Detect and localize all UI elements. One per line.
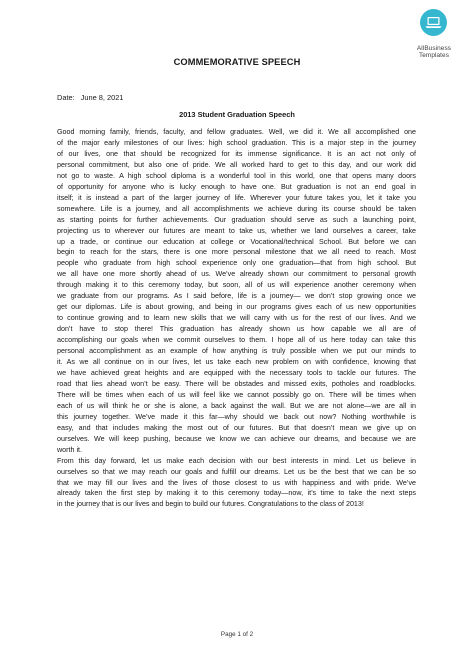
date-line [57, 93, 123, 102]
body-line: personal commitment, but also one of pride. We all worked hard to get to this day, and our work did [57, 160, 416, 169]
body-line: already taken the first step by making it to this ceremony today—now, it’s time to take the next steps [57, 489, 416, 498]
body-line: somewhere. Life is a journey, and all accomplishments we achieve during its course should be taken [57, 204, 416, 213]
body-line: through making it to this ceremony today, but soon, all of us will experience another ceremony when [57, 281, 416, 290]
body-line: projecting us to wherever our futures are meant to take us, whether we land ourselves a career, take [57, 226, 416, 235]
body-line: that we may fill our lives and the lives of those closest to us with happiness and with pride. We’ve [57, 478, 416, 487]
body-line: of opportunity for anyone who is lucky enough to have one. But graduation is not an end goal in [57, 182, 416, 191]
body-line: of our lives, one that should be recognized for its immense significance. It is an act not only of [57, 149, 416, 158]
body-line: ourselves so that we may reach our goals and fulfill our dreams. Let us be the best that we can be so [57, 467, 416, 476]
body-line: From this day forward, let us make each decision with our best interests in mind. Let us believe in [57, 456, 416, 465]
speech-subtitle: 2013 Student Graduation Speech [179, 110, 295, 119]
body-line: itself; it is instead a part of the larger journey of life. Wherever your future takes you, let it take you [57, 193, 416, 202]
body-line: it. As we all continue on in our lives, let us take each new problem on with confidence, knowing that [57, 358, 416, 367]
logo-text-line-1: AllBusiness [416, 45, 452, 52]
logo-text-line-2: Templates [418, 52, 450, 59]
body-line: ourselves. We will keep pushing, because we know we can achieve our dreams, and because we are [57, 434, 416, 443]
body-line: easy, and that includes making the most out of our futures. But that doesn’t mean we give up on [57, 423, 416, 432]
body-line: Good morning family, friends, faculty, and fellow graduates. Well, we did it. We all accomplished one [57, 128, 416, 136]
body-line: get our diplomas. Life is about growing, and being in our programs gives each of us new opportunities [57, 303, 416, 312]
laptop-icon [420, 9, 447, 36]
document-title: COMMEMORATIVE SPEECH [173, 57, 301, 67]
body-line: begin to reach for the stars, there is one more personal milestone that we all need to reach. Most [57, 248, 416, 257]
body-line: personal accomplishment as an example of how anything is truly possible when we put our minds to [57, 347, 416, 356]
body-line: people who graduate from high school experience only one graduation—that from high school. But [57, 259, 416, 268]
body-line: we graduate from our programs. As I said before, life is a journey— we don’t stop growing once we [57, 292, 416, 301]
body-line: not go to waste. A high school diploma is a wonderful tool in this world, one that opens many doors [57, 171, 416, 180]
body-line: accomplishing our goals when we commit ourselves to them. I hope all of us here today can take this [57, 336, 416, 345]
body-line: we all have one more shortly ahead of us. We’ve already shown our commitment to personal growth [57, 270, 416, 279]
body-line: don’t have to stop there! This graduation has already shown us how capable we all are of [57, 325, 416, 334]
date-label: Date: [57, 93, 75, 102]
date-value: June 8, 2021 [80, 93, 124, 102]
body-line: to continue growing and to learn new skills that we will carry with us for the rest of our lives. And we [57, 314, 416, 323]
speech-body [57, 127, 416, 510]
body-line: we have achieved great heights and are equipped with the necessary tools to tackle our futures. The [57, 368, 416, 377]
body-line: of the major early milestones of our lives: high school graduation. This is a major step in the journey [57, 138, 416, 147]
body-line: in the journey that is our lives and begin to build our futures. Congratulations to the class of 2013! [57, 500, 364, 509]
body-line: as starting points for further achievements. Our graduation should serve as such a launching point, [57, 215, 416, 224]
body-line: each of us will think he or she is alone, a back against the wall. But we are not alone—we are all in [57, 401, 416, 410]
body-line: up a trade, or continue our education at college or Vocational/technical School. But before we can [57, 237, 416, 246]
body-line: this journey together. We’ve made it this far—why should we back out now? Nothing worthwhile is [57, 412, 416, 421]
page-number: Page 1 of 2 [220, 631, 254, 638]
body-line: road that lies ahead won’t be easy. There will be obstades and missed exits, potholes and roadblocks. [57, 379, 416, 388]
body-line: worth it. [57, 445, 82, 454]
body-line: There will be times when each of us will feel like we cannot possibly go on. There will be times when [57, 390, 416, 399]
